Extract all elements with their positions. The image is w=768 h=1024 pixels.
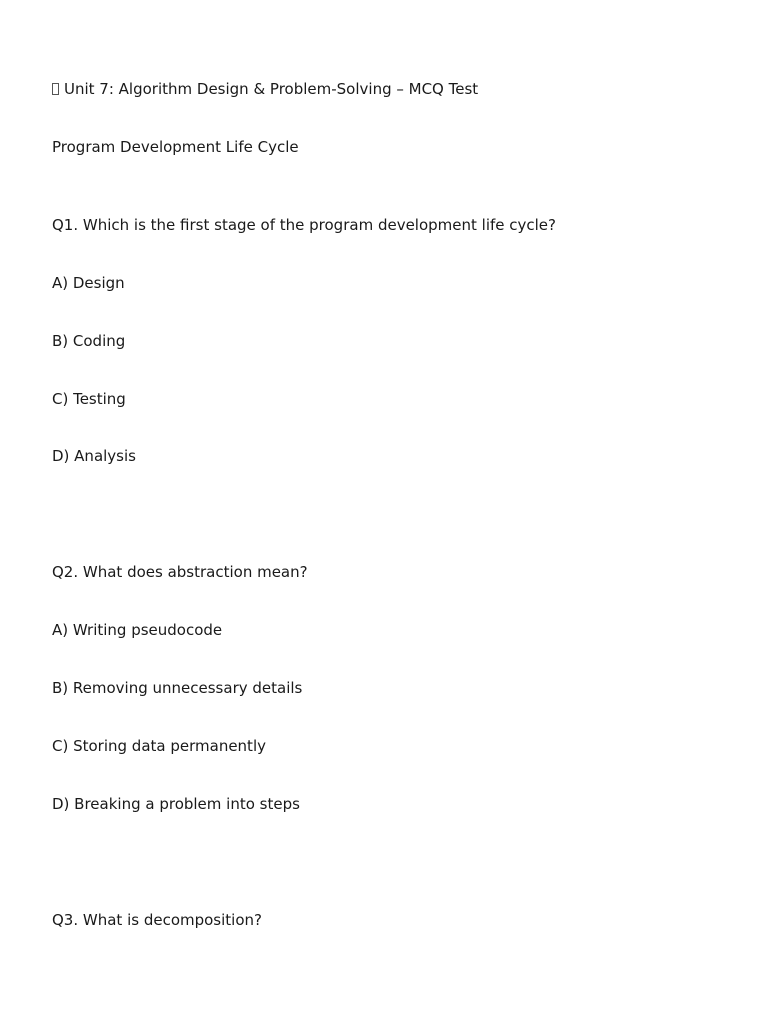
answer-option: A) Design: [52, 274, 125, 292]
document-title: [52, 79, 478, 99]
answer-option: C) Testing: [52, 390, 126, 408]
answer-option: A) Writing pseudocode: [52, 621, 223, 639]
answer-option: C) Storing data permanently: [52, 737, 266, 755]
question-text: Q1. Which is the first stage of the program development life cycle?: [52, 216, 557, 234]
answer-option: B) Removing unnecessary details: [52, 679, 303, 697]
answer-option: D) Analysis: [52, 447, 136, 465]
missing-glyph-icon: [52, 83, 59, 95]
section-heading: Program Development Life Cycle: [52, 138, 299, 156]
answer-option: B) Coding: [52, 332, 126, 350]
answer-option: D) Breaking a problem into steps: [52, 795, 300, 813]
question-text: Q2. What does abstraction mean?: [52, 563, 308, 581]
document-title-text: Unit 7: Algorithm Design & Problem-Solving – MCQ Test: [64, 80, 479, 98]
question-text: Q3. What is decomposition?: [52, 911, 262, 929]
